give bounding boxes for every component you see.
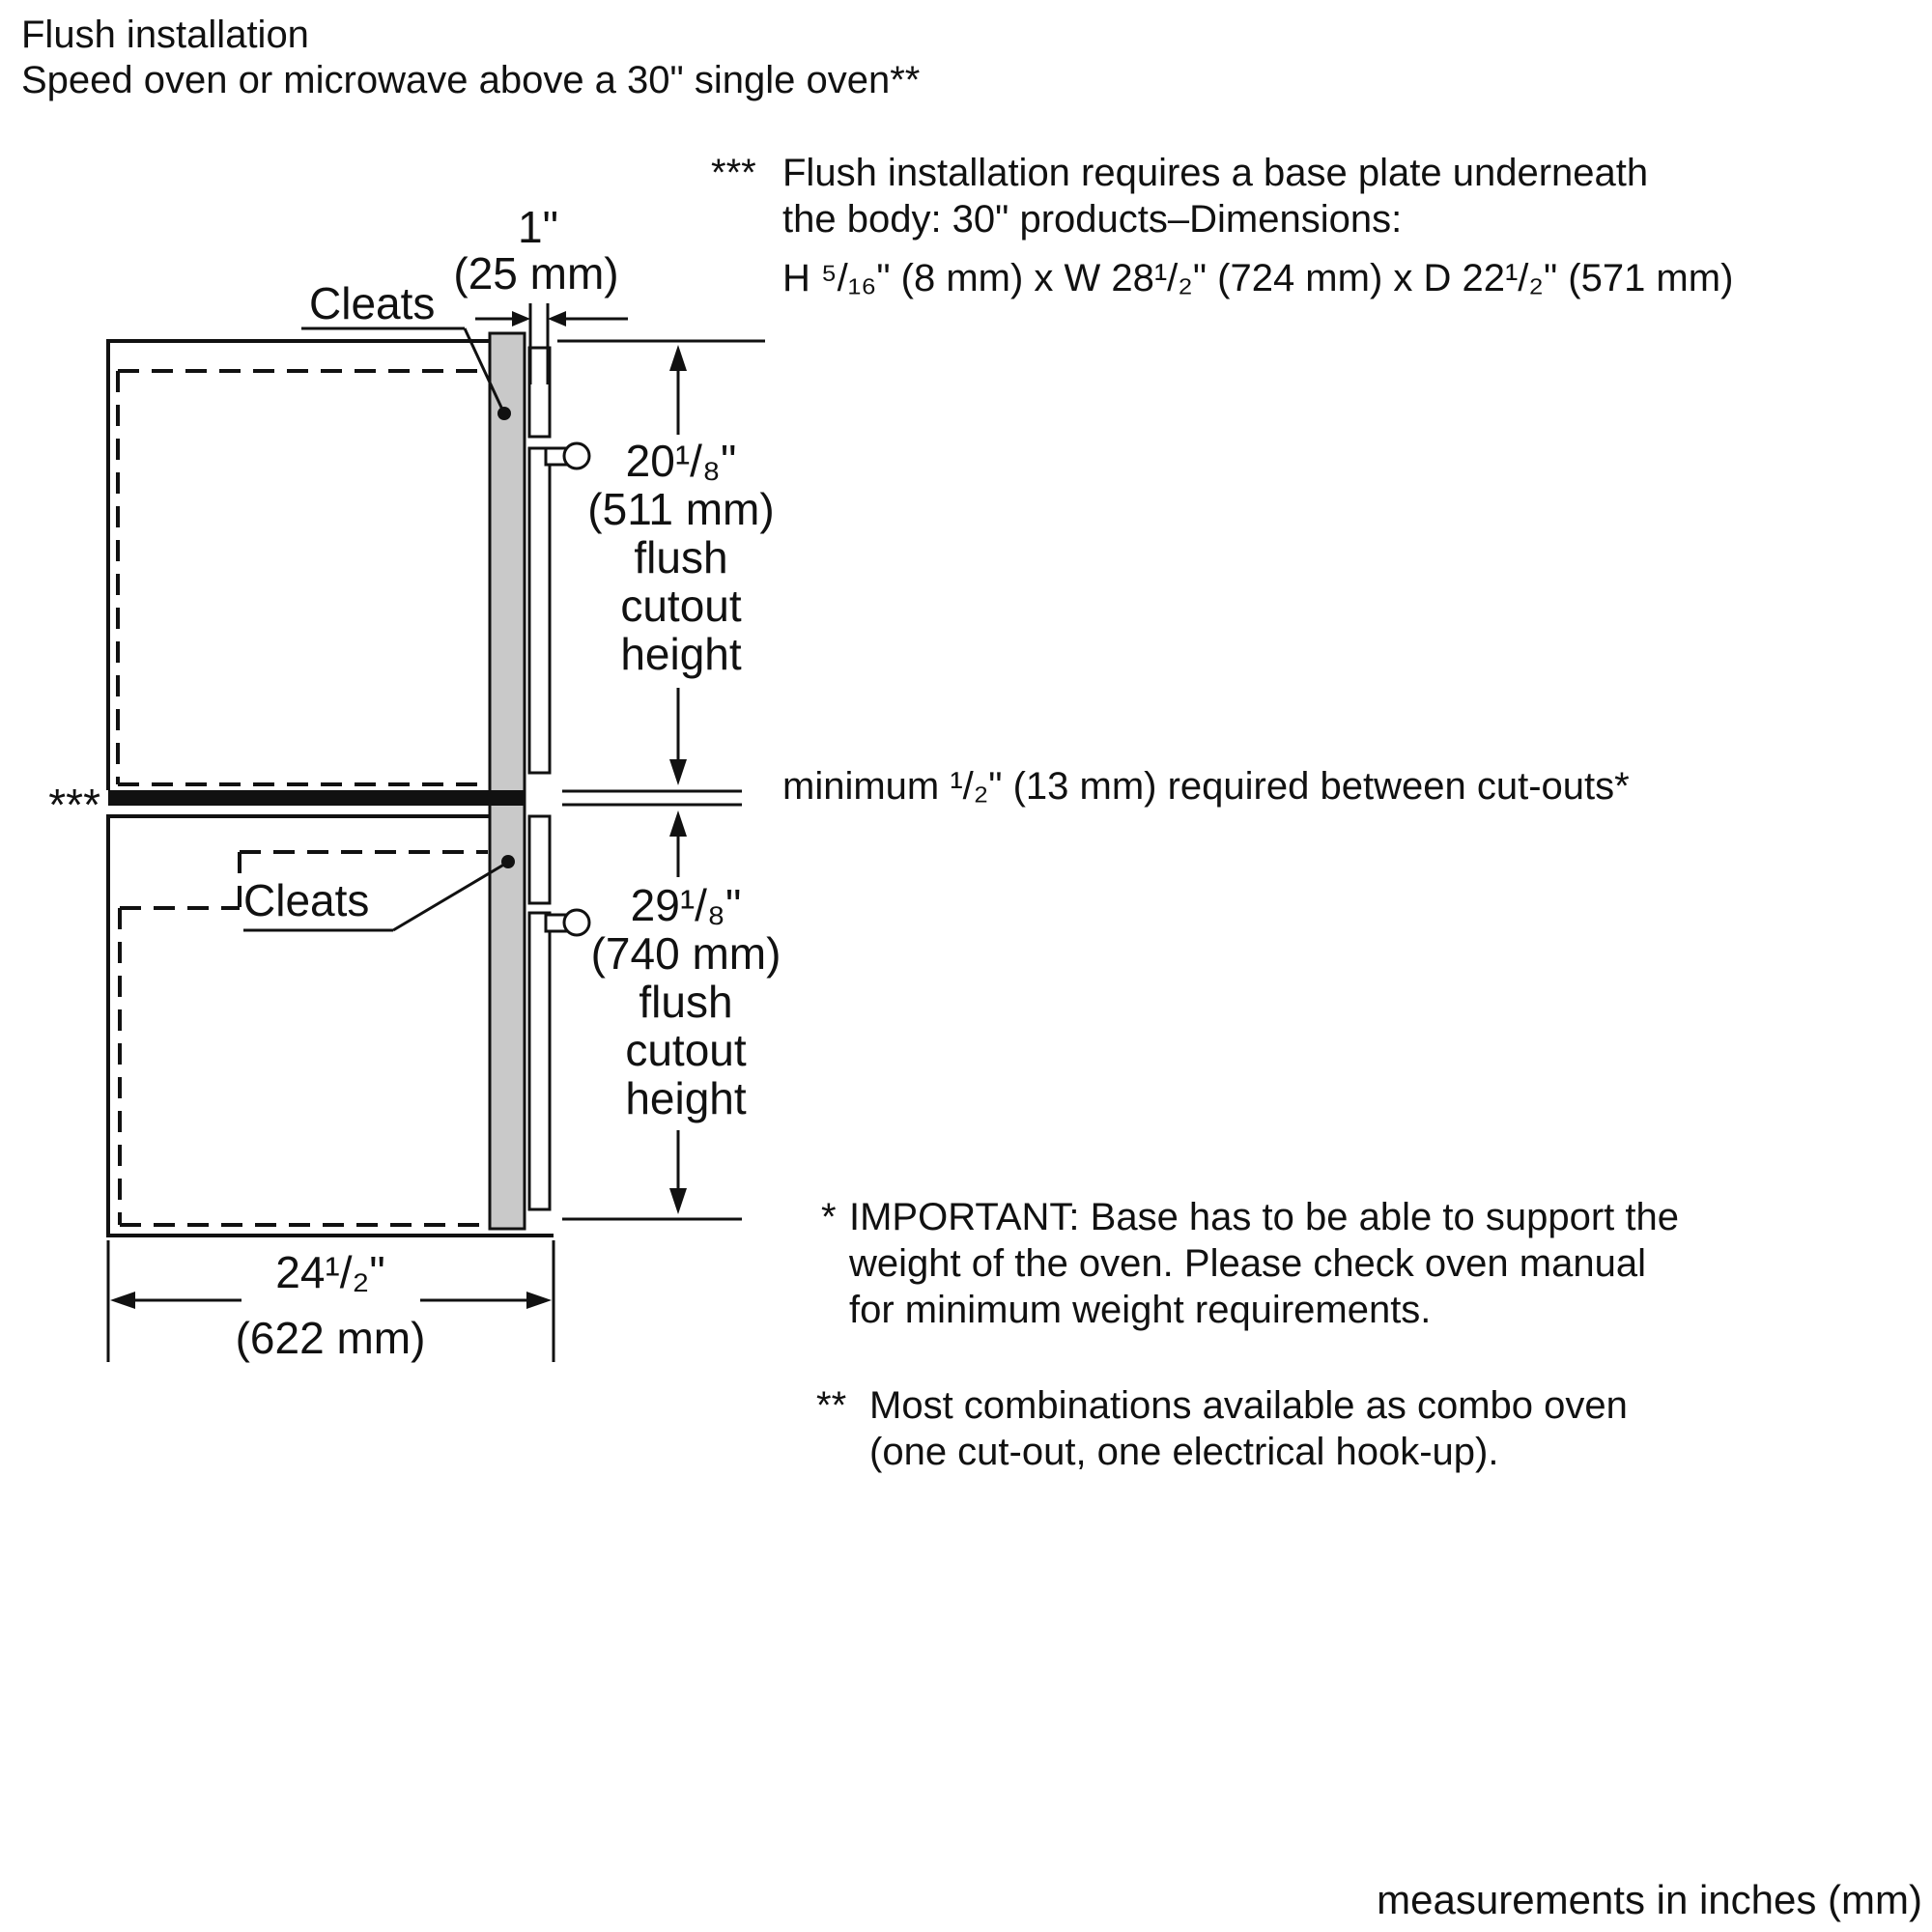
cleat-board xyxy=(490,333,525,1229)
page-title: Flush installation xyxy=(21,14,309,56)
combo-note-marker: ** xyxy=(816,1384,847,1427)
cleat-strips xyxy=(529,348,550,1209)
important-note-line2: weight of the oven. Please check oven manual xyxy=(849,1242,1646,1285)
upper-cabinet-outline xyxy=(108,341,490,790)
combo-note xyxy=(869,1382,1628,1475)
lower-cleats-label: Cleats xyxy=(243,875,370,925)
divider-marker: *** xyxy=(48,780,100,830)
cleat-width-inches-label: 1" xyxy=(518,202,558,252)
upper-cleats-label: Cleats xyxy=(309,278,436,328)
lower-cutout-mm: (740 mm) xyxy=(590,928,781,979)
base-plate-note-marker: *** xyxy=(711,152,756,194)
upper-cutout-inches: 20¹/₈" xyxy=(625,436,737,486)
lower-cutout-word1: flush xyxy=(639,977,733,1027)
lower-cutout-word3: height xyxy=(625,1073,747,1123)
lower-cutout-dim-label xyxy=(560,881,811,1122)
width-inches-label: 24¹/₂" xyxy=(275,1247,385,1297)
gap-symbol xyxy=(562,791,742,805)
cleat-strip-lower-1 xyxy=(529,816,550,903)
cleat-strip-lower-2 xyxy=(529,913,550,1209)
page-subtitle: Speed oven or microwave above a 30" single oven** xyxy=(21,59,921,101)
important-note-marker: * xyxy=(821,1196,837,1238)
gap-note: minimum ¹/₂" (13 mm) required between cut-outs* xyxy=(782,765,1630,808)
cleat-strip-upper-2 xyxy=(529,448,550,773)
combo-note-line2: (one cut-out, one electrical hook-up). xyxy=(869,1431,1499,1473)
lower-cutout-word2: cutout xyxy=(625,1025,747,1075)
lower-cutout-inches: 29¹/₈" xyxy=(630,880,742,930)
important-note-line3: for minimum weight requirements. xyxy=(849,1289,1432,1331)
divider-bar xyxy=(108,790,525,806)
base-plate-note-line1: Flush installation requires a base plate underneath xyxy=(782,152,1649,194)
upper-cutout-dim-label xyxy=(555,437,807,678)
upper-cutout-mm: (511 mm) xyxy=(587,484,775,534)
base-plate-dimensions: H ⁵/₁₆" (8 mm) x W 28¹/₂" (724 mm) x D 22¹/₂" (571 mm) xyxy=(782,257,1734,299)
important-note xyxy=(849,1194,1679,1333)
upper-cutout-dashed xyxy=(118,371,488,784)
cleat-width-mm-label: (25 mm) xyxy=(453,248,619,298)
measurements-note: measurements in inches (mm) xyxy=(1377,1877,1922,1922)
upper-cutout-word2: cutout xyxy=(620,581,742,631)
important-note-line1: IMPORTANT: Base has to be able to support the xyxy=(849,1196,1679,1238)
combo-note-line1: Most combinations available as combo oven xyxy=(869,1384,1628,1427)
width-mm-label: (622 mm) xyxy=(235,1313,426,1363)
upper-cutout-word3: height xyxy=(620,629,742,679)
base-plate-note-line2: the body: 30" products–Dimensions: xyxy=(782,198,1403,241)
upper-cutout-word1: flush xyxy=(634,532,728,582)
